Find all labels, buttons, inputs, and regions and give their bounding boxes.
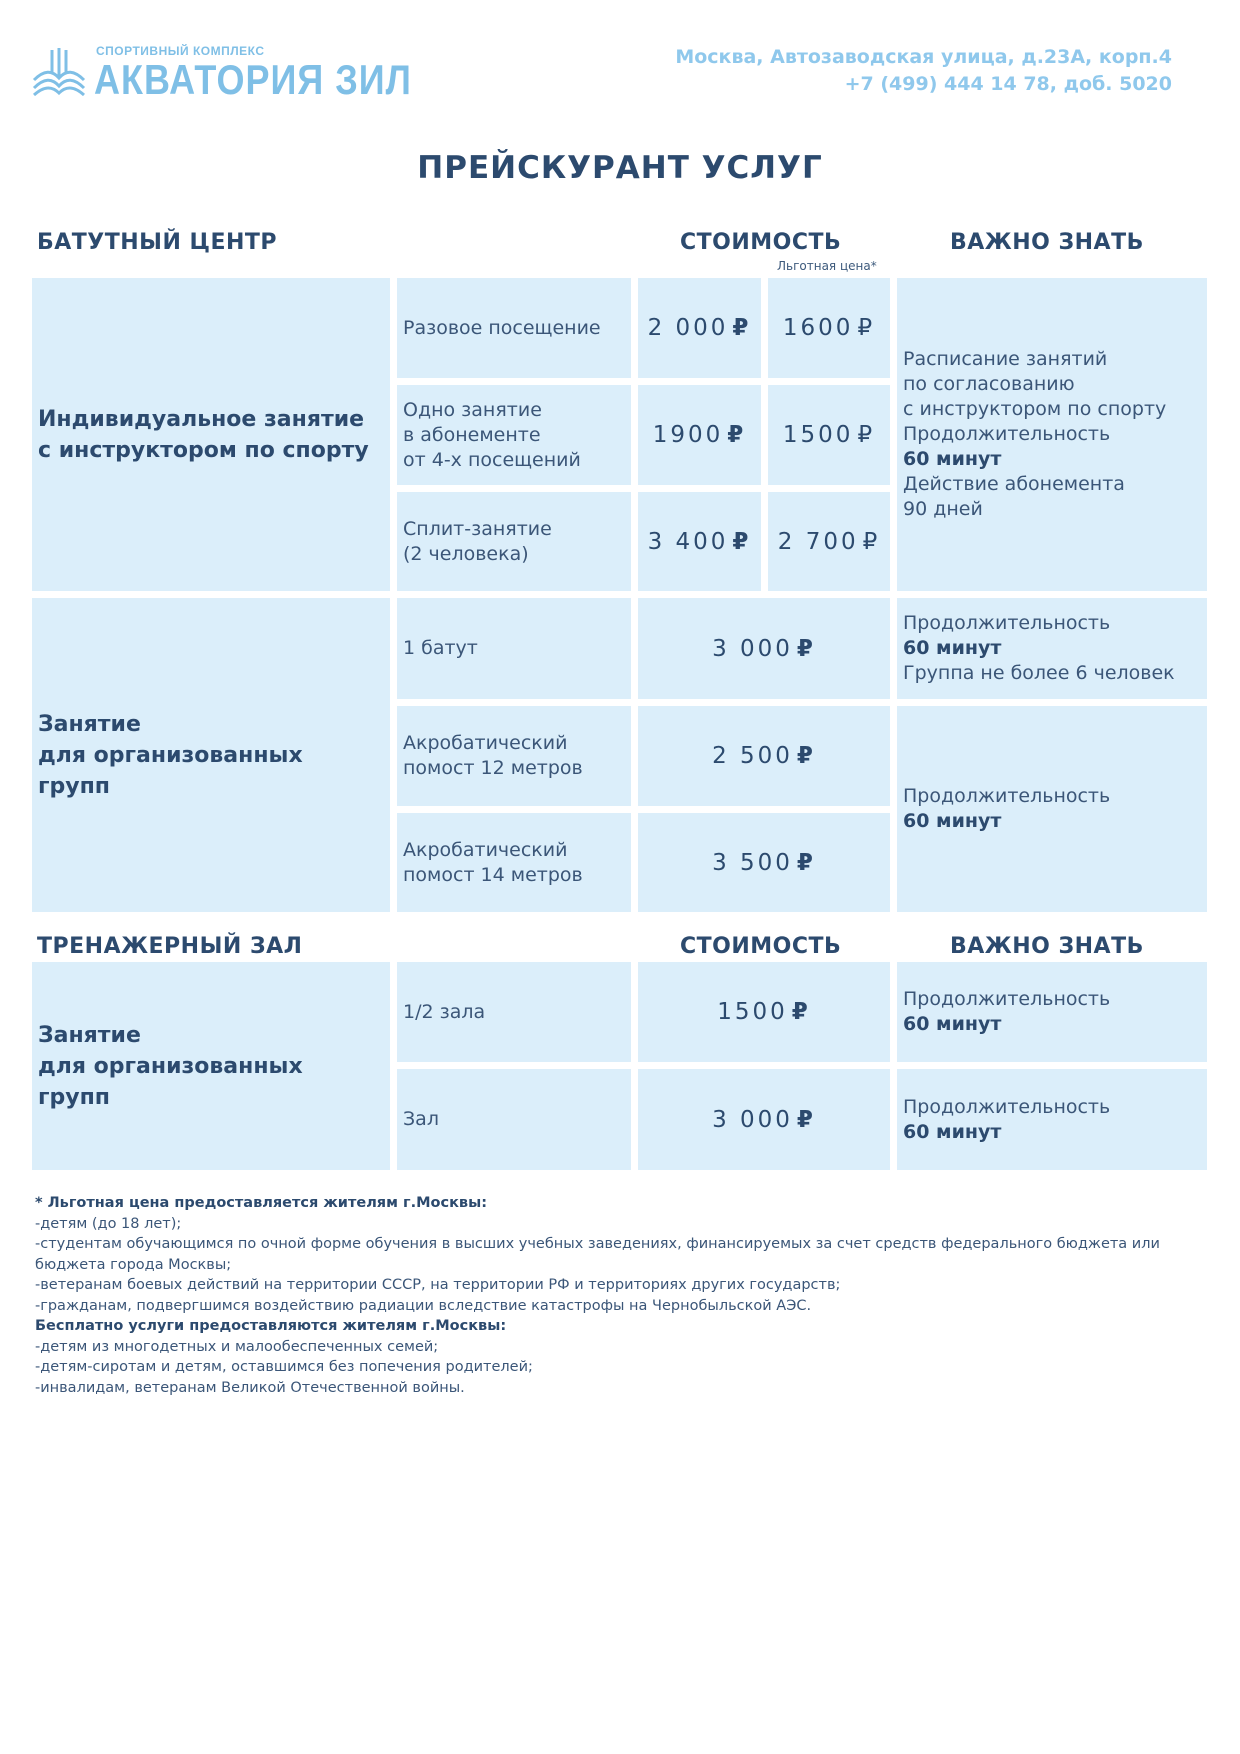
service-name: Разовое посещение xyxy=(403,316,601,339)
info-note: Продолжительность 60 минут Группа не более 6 человек xyxy=(903,612,1175,684)
service-name: Одно занятие в абонементе от 4-х посещений xyxy=(403,398,581,471)
price-value: 1900 ₽ xyxy=(652,422,747,448)
price-value: 3 000 ₽ xyxy=(712,1106,816,1133)
discount-price-value: 1600 ₽ xyxy=(782,315,876,341)
page-title: ПРЕЙСКУРАНТ УСЛУГ xyxy=(417,150,823,186)
discount-price-cell xyxy=(768,385,890,485)
phone: +7 (499) 444 14 78, доб. 5020 xyxy=(844,73,1172,95)
footnote-line: -студентам обучающимся по очной форме обучения в высших учебных заведениях, финансируемых за счет средств федерального бюджета или бюджета города Москвы; xyxy=(35,1236,1165,1273)
price-value: 1500 ₽ xyxy=(717,999,811,1025)
discount-price-cell xyxy=(768,492,890,591)
footnote-line: Бесплатно услуги предоставляются жителям г.Москвы: xyxy=(35,1318,507,1334)
service-cell xyxy=(397,1069,631,1170)
info-cell xyxy=(897,278,1207,591)
info-note-line: Действие абонемента xyxy=(903,473,1125,495)
price-value: 3 000 ₽ xyxy=(712,635,816,662)
price-cell xyxy=(638,278,761,378)
address: Москва, Автозаводская улица, д.23А, корп.4 xyxy=(675,46,1172,68)
logo-subtitle: СПОРТИВНЫЙ КОМПЛЕКС xyxy=(96,44,265,58)
price-value: 3 400 ₽ xyxy=(647,528,752,555)
price-cell xyxy=(638,813,890,912)
info-heading: ВАЖНО ЗНАТЬ xyxy=(950,230,1144,255)
info-heading: ВАЖНО ЗНАТЬ xyxy=(950,934,1144,959)
service-name: Акробатический помост 12 метров xyxy=(403,732,583,779)
service-cell xyxy=(397,385,631,485)
price-value: 2 000 ₽ xyxy=(647,315,752,341)
service-cell xyxy=(397,706,631,806)
price-cell xyxy=(638,1069,890,1170)
info-note-line: 90 дней xyxy=(903,498,983,520)
discount-price-heading: Льготная цена* xyxy=(777,259,877,273)
footnote-line: -инвалидам, ветеранам Великой Отечественной войны. xyxy=(35,1379,465,1396)
footnote-line: -детям из многодетных и малообеспеченных семей; xyxy=(35,1338,439,1355)
cost-heading: СТОИМОСТЬ xyxy=(680,230,842,255)
info-note: Продолжительность 60 минут xyxy=(903,785,1111,832)
price-cell xyxy=(638,962,890,1062)
section-heading-trampoline: БАТУТНЫЙ ЦЕНТР xyxy=(37,230,278,255)
cost-heading: СТОИМОСТЬ xyxy=(680,934,842,959)
group-label-organized xyxy=(32,598,390,912)
info-note-line: с инструктором по спорту xyxy=(903,398,1167,420)
footnote-line: -ветеранам боевых действий на территории СССР, на территории РФ и территориях других государств; xyxy=(35,1277,841,1293)
discount-price-value: 2 700 ₽ xyxy=(777,528,881,555)
service-name: 1/2 зала xyxy=(403,1000,486,1023)
logo xyxy=(32,44,412,104)
service-cell xyxy=(397,492,631,591)
footnote xyxy=(35,1193,1210,1398)
info-note-line: по согласованию xyxy=(903,373,1075,395)
service-name: 1 батут xyxy=(403,637,478,659)
service-name: Сплит-занятие (2 человека) xyxy=(403,517,552,565)
service-cell xyxy=(397,598,631,699)
info-cell xyxy=(897,598,1207,699)
service-cell xyxy=(397,962,631,1062)
group-label-text: Занятие для организованных групп xyxy=(38,711,303,799)
logo-name: АКВАТОРИЯ ЗИЛ xyxy=(94,56,412,104)
info-note-line: 60 минут xyxy=(903,448,1002,470)
info-note xyxy=(897,347,1166,522)
info-note: Продолжительность 60 минут xyxy=(903,988,1111,1035)
group-label-gym xyxy=(32,962,390,1170)
footnote-line: -детям (до 18 лет); xyxy=(35,1215,182,1232)
discount-price-value: 1500 ₽ xyxy=(782,422,876,448)
info-note-line: Продолжительность xyxy=(903,423,1111,445)
info-note: Продолжительность 60 минут xyxy=(903,1095,1111,1143)
footnote-line: -детям-сиротам и детям, оставшимся без попечения родителей; xyxy=(35,1359,533,1375)
contact-block xyxy=(675,44,1172,98)
info-cell xyxy=(897,706,1207,912)
service-name: Акробатический помост 14 метров xyxy=(403,838,583,886)
price-cell xyxy=(638,385,761,485)
info-cell xyxy=(897,962,1207,1062)
group-label-text: Индивидуальное занятие с инструктором по спорту xyxy=(38,406,369,463)
price-cell xyxy=(638,492,761,591)
discount-price-cell xyxy=(768,278,890,378)
group-label-individual xyxy=(32,278,390,591)
price-cell xyxy=(638,598,890,699)
price-value: 2 500 ₽ xyxy=(712,743,816,769)
info-note-line: Расписание занятий xyxy=(903,348,1108,370)
price-value: 3 500 ₽ xyxy=(712,849,816,876)
service-cell xyxy=(397,278,631,378)
section-heading-gym: ТРЕНАЖЕРНЫЙ ЗАЛ xyxy=(37,934,303,959)
info-cell xyxy=(897,1069,1207,1170)
group-label-text: Занятие для организованных групп xyxy=(38,1022,303,1110)
service-name: Зал xyxy=(403,1108,439,1130)
logo-wave-icon xyxy=(32,46,86,96)
service-cell xyxy=(397,813,631,912)
price-cell xyxy=(638,706,890,806)
footnote-line: * Льготная цена предоставляется жителям г.Москвы: xyxy=(35,1195,488,1211)
footnote-line: -гражданам, подвергшимся воздействию радиации вследствие катастрофы на Чернобыльской АЭС. xyxy=(35,1297,812,1314)
